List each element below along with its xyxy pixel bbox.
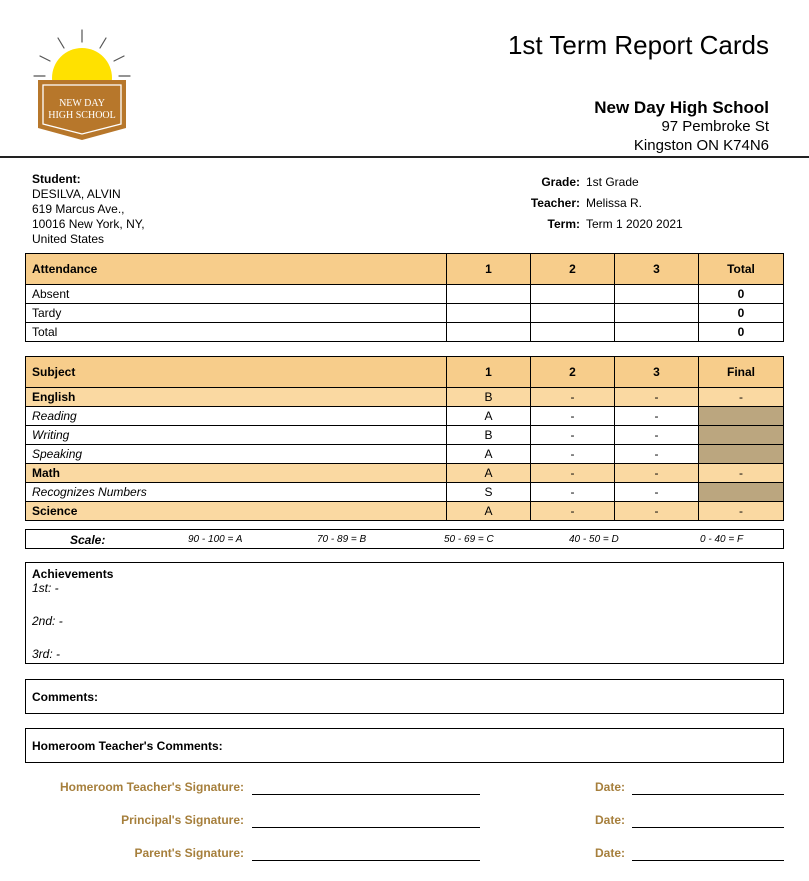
scale-item-c: 50 - 69 = C xyxy=(444,534,494,545)
scale-label: Scale: xyxy=(70,533,106,547)
parent-signature-label: Parent's Signature: xyxy=(134,846,244,860)
attendance-col-2: 2 xyxy=(531,254,615,285)
principal-signature-label: Principal's Signature: xyxy=(121,813,244,827)
term-value: Term 1 2020 2021 xyxy=(586,217,683,231)
attendance-row-label: Total xyxy=(26,323,447,342)
achievements-box xyxy=(25,562,784,664)
school-info xyxy=(594,98,769,155)
subject-label: Science xyxy=(26,502,447,521)
subject-label: Math xyxy=(26,464,447,483)
subskill-label: Writing xyxy=(26,426,447,445)
principal-date-label: Date: xyxy=(595,813,626,827)
subject-header: Subject xyxy=(26,357,447,388)
homeroom-comments-box[interactable] xyxy=(25,728,784,763)
sun-logo-icon xyxy=(30,28,134,146)
table-cell: A xyxy=(447,464,531,483)
final-cell: - xyxy=(699,502,784,521)
achievement-third: 3rd: - xyxy=(32,647,61,661)
homeroom-comments-title: Homeroom Teacher's Comments: xyxy=(32,739,223,753)
subject-header-row xyxy=(26,357,784,388)
attendance-total-cell: 0 xyxy=(699,285,784,304)
subject-col-2: 2 xyxy=(531,357,615,388)
grade-row xyxy=(480,172,683,193)
attendance-header: Attendance xyxy=(26,254,447,285)
table-cell: - xyxy=(531,483,615,502)
attendance-col-total: Total xyxy=(699,254,784,285)
subskill-label: Reading xyxy=(26,407,447,426)
subskill-label: Recognizes Numbers xyxy=(26,483,447,502)
achievement-first: 1st: - xyxy=(32,581,59,595)
table-cell: - xyxy=(615,426,699,445)
page-title: 1st Term Report Cards xyxy=(507,30,769,60)
table-cell: - xyxy=(531,426,615,445)
scale-item-b: 70 - 89 = B xyxy=(317,534,367,545)
subject-row-science xyxy=(26,502,784,521)
student-address2: 10016 New York, NY, xyxy=(32,217,145,231)
student-name: DESILVA, ALVIN xyxy=(32,187,121,201)
subject-label: English xyxy=(26,388,447,407)
principal-signature-line[interactable] xyxy=(252,827,480,828)
teacher-value: Melissa R. xyxy=(586,196,643,210)
table-cell: - xyxy=(615,407,699,426)
table-cell xyxy=(531,285,615,304)
school-logo xyxy=(30,28,134,146)
subject-col-3: 3 xyxy=(615,357,699,388)
scale-item-f: 0 - 40 = F xyxy=(700,534,744,545)
grading-scale xyxy=(25,529,784,549)
homeroom-signature-line[interactable] xyxy=(252,794,480,795)
parent-signature-row xyxy=(0,846,809,866)
table-cell xyxy=(447,285,531,304)
final-cell-shaded xyxy=(699,445,784,464)
student-label: Student: xyxy=(32,172,81,186)
table-cell: A xyxy=(447,502,531,521)
attendance-col-3: 3 xyxy=(615,254,699,285)
homeroom-date-label: Date: xyxy=(595,780,626,794)
achievement-second: 2nd: - xyxy=(32,614,63,628)
attendance-row-label: Absent xyxy=(26,285,447,304)
subskill-row-writing xyxy=(26,426,784,445)
homeroom-date-line[interactable] xyxy=(632,794,784,795)
teacher-label: Teacher: xyxy=(530,196,580,210)
table-cell: - xyxy=(531,445,615,464)
student-address3: United States xyxy=(32,232,105,246)
attendance-row-label: Tardy xyxy=(26,304,447,323)
comments-box[interactable] xyxy=(25,679,784,714)
teacher-row xyxy=(480,193,683,214)
homeroom-signature-row xyxy=(0,780,809,800)
term-label: Term: xyxy=(547,217,580,231)
logo-text-line2: HIGH SCHOOL xyxy=(48,110,116,121)
table-cell xyxy=(615,285,699,304)
table-cell: - xyxy=(531,502,615,521)
student-info xyxy=(32,172,145,247)
principal-date-line[interactable] xyxy=(632,827,784,828)
table-cell xyxy=(615,323,699,342)
subject-col-final: Final xyxy=(699,357,784,388)
final-cell-shaded xyxy=(699,426,784,445)
subskill-row-reading xyxy=(26,407,784,426)
grade-label: Grade: xyxy=(541,175,580,189)
school-name: New Day High School xyxy=(594,98,769,117)
table-cell xyxy=(531,323,615,342)
table-cell xyxy=(615,304,699,323)
table-cell: B xyxy=(447,426,531,445)
subject-row-math xyxy=(26,464,784,483)
comments-title: Comments: xyxy=(32,690,99,704)
table-cell xyxy=(447,304,531,323)
attendance-total-cell: 0 xyxy=(699,323,784,342)
table-row xyxy=(26,323,784,342)
table-row xyxy=(26,304,784,323)
principal-signature-row xyxy=(0,813,809,833)
student-address1: 619 Marcus Ave., xyxy=(32,202,125,216)
class-info xyxy=(480,172,683,235)
achievements-title: Achievements xyxy=(32,567,114,581)
subskill-row-speaking xyxy=(26,445,784,464)
table-cell: B xyxy=(447,388,531,407)
parent-date-line[interactable] xyxy=(632,860,784,861)
final-cell-shaded xyxy=(699,407,784,426)
subject-table xyxy=(25,356,784,521)
final-cell: - xyxy=(699,388,784,407)
table-cell: S xyxy=(447,483,531,502)
attendance-header-row xyxy=(26,254,784,285)
table-cell: A xyxy=(447,407,531,426)
school-address-line1: 97 Pembroke St xyxy=(661,118,769,135)
table-cell: - xyxy=(615,445,699,464)
table-cell xyxy=(447,323,531,342)
final-cell: - xyxy=(699,464,784,483)
logo-text-line1: NEW DAY xyxy=(59,98,105,109)
table-cell: - xyxy=(531,388,615,407)
parent-signature-line[interactable] xyxy=(252,860,480,861)
term-row xyxy=(480,214,683,235)
table-cell: - xyxy=(531,407,615,426)
table-row xyxy=(26,285,784,304)
scale-item-a: 90 - 100 = A xyxy=(188,534,243,545)
table-cell: - xyxy=(615,388,699,407)
table-cell: - xyxy=(615,502,699,521)
table-cell xyxy=(531,304,615,323)
subject-row-english xyxy=(26,388,784,407)
table-cell: - xyxy=(615,464,699,483)
grade-value: 1st Grade xyxy=(586,175,639,189)
scale-item-d: 40 - 50 = D xyxy=(569,534,619,545)
table-cell: - xyxy=(531,464,615,483)
school-address-line2: Kingston ON K74N6 xyxy=(633,137,769,154)
table-cell: A xyxy=(447,445,531,464)
attendance-total-cell: 0 xyxy=(699,304,784,323)
table-cell: - xyxy=(615,483,699,502)
subskill-label: Speaking xyxy=(26,445,447,464)
final-cell-shaded xyxy=(699,483,784,502)
attendance-col-1: 1 xyxy=(447,254,531,285)
homeroom-signature-label: Homeroom Teacher's Signature: xyxy=(59,780,244,794)
subskill-row-recognizes-numbers xyxy=(26,483,784,502)
parent-date-label: Date: xyxy=(595,846,626,860)
header-divider xyxy=(0,156,809,158)
attendance-table xyxy=(25,253,784,342)
subject-col-1: 1 xyxy=(447,357,531,388)
